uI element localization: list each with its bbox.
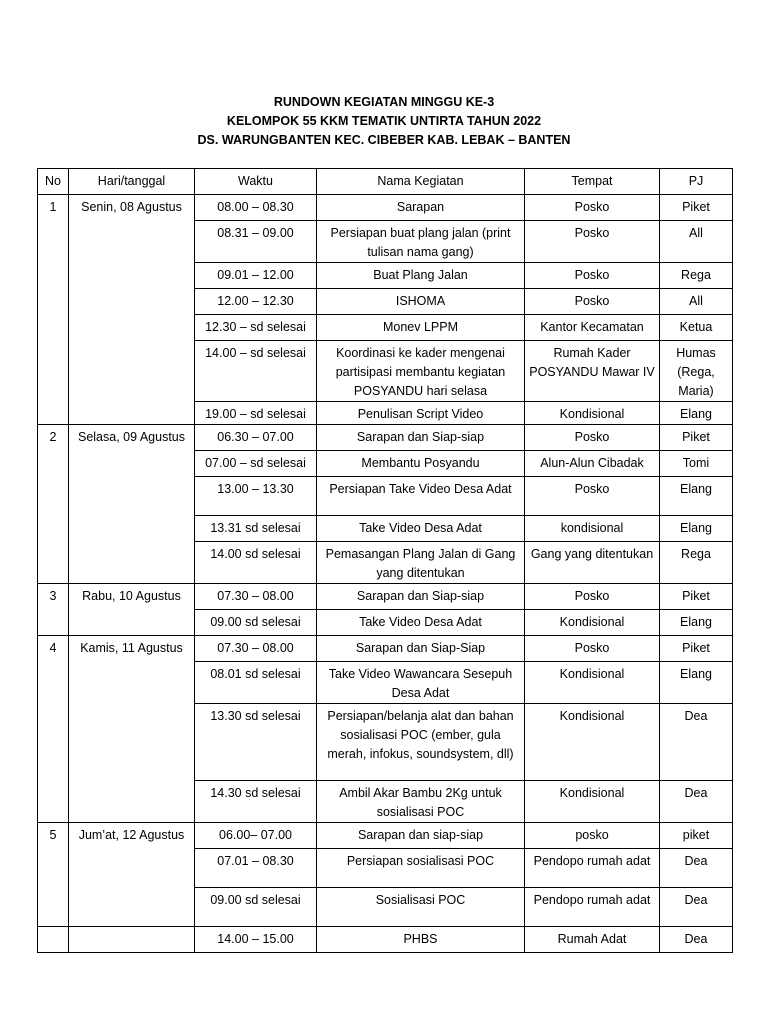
activity-cell: Persiapan sosialisasi POC bbox=[317, 849, 525, 888]
time-cell: 08.01 sd selesai bbox=[195, 662, 317, 704]
place-cell: Posko bbox=[525, 477, 660, 516]
time-cell: 07.00 – sd selesai bbox=[195, 451, 317, 477]
table-row bbox=[38, 425, 733, 451]
place-cell: Posko bbox=[525, 636, 660, 662]
time-cell: 14.30 sd selesai bbox=[195, 781, 317, 823]
day-date-cell: Kamis, 11 Agustus bbox=[69, 636, 195, 823]
place-cell: Gang yang ditentukan bbox=[525, 542, 660, 584]
day-date-cell bbox=[69, 927, 195, 953]
title-line-2: KELOMPOK 55 KKM TEMATIK UNTIRTA TAHUN 2022 bbox=[226, 114, 542, 128]
table-body bbox=[38, 195, 733, 953]
rundown-table bbox=[37, 168, 733, 953]
pj-cell: Tomi bbox=[660, 451, 733, 477]
time-cell: 14.00 – 15.00 bbox=[195, 927, 317, 953]
place-cell: posko bbox=[525, 823, 660, 849]
day-number-cell: 4 bbox=[38, 636, 69, 823]
day-number-cell: 2 bbox=[38, 425, 69, 584]
place-cell: Alun-Alun Cibadak bbox=[525, 451, 660, 477]
activity-cell: Persiapan buat plang jalan (print tulisan nama gang) bbox=[317, 221, 525, 263]
time-cell: 08.31 – 09.00 bbox=[195, 221, 317, 263]
place-cell: Kondisional bbox=[525, 610, 660, 636]
time-cell: 14.00 sd selesai bbox=[195, 542, 317, 584]
header-activity: Nama Kegiatan bbox=[317, 169, 525, 195]
pj-cell: Elang bbox=[660, 516, 733, 542]
pj-cell: Piket bbox=[660, 636, 733, 662]
pj-cell: Dea bbox=[660, 927, 733, 953]
day-number-cell: 3 bbox=[38, 584, 69, 636]
place-cell: Posko bbox=[525, 584, 660, 610]
title-line-1: RUNDOWN KEGIATAN MINGGU KE-3 bbox=[273, 95, 495, 109]
day-number-cell: 1 bbox=[38, 195, 69, 425]
pj-cell: Elang bbox=[660, 477, 733, 516]
day-number-cell bbox=[38, 927, 69, 953]
place-cell: kondisional bbox=[525, 516, 660, 542]
time-cell: 12.30 – sd selesai bbox=[195, 315, 317, 341]
day-number-cell: 5 bbox=[38, 823, 69, 927]
pj-cell: Dea bbox=[660, 849, 733, 888]
activity-cell: Sarapan dan Siap-Siap bbox=[317, 636, 525, 662]
place-cell: Rumah Kader POSYANDU Mawar IV bbox=[525, 341, 660, 402]
place-cell: Posko bbox=[525, 195, 660, 221]
place-cell: Kondisional bbox=[525, 402, 660, 425]
activity-cell: Persiapan Take Video Desa Adat bbox=[317, 477, 525, 516]
activity-cell: PHBS bbox=[317, 927, 525, 953]
pj-cell: Ketua bbox=[660, 315, 733, 341]
activity-cell: Sarapan dan Siap-siap bbox=[317, 425, 525, 451]
activity-cell: Take Video Wawancara Sesepuh Desa Adat bbox=[317, 662, 525, 704]
table-row bbox=[38, 636, 733, 662]
header-pj: PJ bbox=[660, 169, 733, 195]
time-cell: 13.31 sd selesai bbox=[195, 516, 317, 542]
activity-cell: Sosialisasi POC bbox=[317, 888, 525, 927]
header-place: Tempat bbox=[525, 169, 660, 195]
time-cell: 12.00 – 12.30 bbox=[195, 289, 317, 315]
day-date-cell: Selasa, 09 Agustus bbox=[69, 425, 195, 584]
pj-cell: All bbox=[660, 221, 733, 263]
activity-cell: Membantu Posyandu bbox=[317, 451, 525, 477]
pj-cell: Elang bbox=[660, 610, 733, 636]
time-cell: 09.00 sd selesai bbox=[195, 888, 317, 927]
pj-cell: Rega bbox=[660, 263, 733, 289]
pj-cell: Dea bbox=[660, 781, 733, 823]
day-date-cell: Jum’at, 12 Agustus bbox=[69, 823, 195, 927]
table-header-row bbox=[38, 169, 733, 195]
activity-cell: Sarapan dan Siap-siap bbox=[317, 584, 525, 610]
activity-cell: Persiapan/belanja alat dan bahan sosialisasi POC (ember, gula merah, infokus, soundsystem, dll) bbox=[317, 704, 525, 781]
time-cell: 09.01 – 12.00 bbox=[195, 263, 317, 289]
activity-cell: Monev LPPM bbox=[317, 315, 525, 341]
pj-cell: piket bbox=[660, 823, 733, 849]
header-no: No bbox=[38, 169, 69, 195]
day-date-cell: Senin, 08 Agustus bbox=[69, 195, 195, 425]
activity-cell: Sarapan bbox=[317, 195, 525, 221]
header-day: Hari/tanggal bbox=[69, 169, 195, 195]
activity-cell: Take Video Desa Adat bbox=[317, 610, 525, 636]
pj-cell: Humas (Rega, Maria) bbox=[660, 341, 733, 402]
time-cell: 07.30 – 08.00 bbox=[195, 584, 317, 610]
place-cell: Posko bbox=[525, 221, 660, 263]
activity-cell: Ambil Akar Bambu 2Kg untuk sosialisasi POC bbox=[317, 781, 525, 823]
table-row bbox=[38, 927, 733, 953]
time-cell: 14.00 – sd selesai bbox=[195, 341, 317, 402]
place-cell: Kondisional bbox=[525, 781, 660, 823]
time-cell: 06.30 – 07.00 bbox=[195, 425, 317, 451]
header-time: Waktu bbox=[195, 169, 317, 195]
table-row bbox=[38, 584, 733, 610]
place-cell: Kondisional bbox=[525, 704, 660, 781]
place-cell: Posko bbox=[525, 263, 660, 289]
place-cell: Posko bbox=[525, 425, 660, 451]
place-cell: Pendopo rumah adat bbox=[525, 849, 660, 888]
day-date-cell: Rabu, 10 Agustus bbox=[69, 584, 195, 636]
activity-cell: ISHOMA bbox=[317, 289, 525, 315]
time-cell: 19.00 – sd selesai bbox=[195, 402, 317, 425]
pj-cell: All bbox=[660, 289, 733, 315]
pj-cell: Piket bbox=[660, 584, 733, 610]
pj-cell: Elang bbox=[660, 662, 733, 704]
activity-cell: Sarapan dan siap-siap bbox=[317, 823, 525, 849]
pj-cell: Elang bbox=[660, 402, 733, 425]
pj-cell: Rega bbox=[660, 542, 733, 584]
place-cell: Rumah Adat bbox=[525, 927, 660, 953]
time-cell: 13.00 – 13.30 bbox=[195, 477, 317, 516]
place-cell: Pendopo rumah adat bbox=[525, 888, 660, 927]
activity-cell: Penulisan Script Video bbox=[317, 402, 525, 425]
place-cell: Kantor Kecamatan bbox=[525, 315, 660, 341]
time-cell: 07.30 – 08.00 bbox=[195, 636, 317, 662]
document-header bbox=[0, 93, 768, 150]
time-cell: 13.30 sd selesai bbox=[195, 704, 317, 781]
activity-cell: Take Video Desa Adat bbox=[317, 516, 525, 542]
time-cell: 08.00 – 08.30 bbox=[195, 195, 317, 221]
place-cell: Kondisional bbox=[525, 662, 660, 704]
activity-cell: Pemasangan Plang Jalan di Gang yang ditentukan bbox=[317, 542, 525, 584]
time-cell: 06.00– 07.00 bbox=[195, 823, 317, 849]
pj-cell: Dea bbox=[660, 888, 733, 927]
pj-cell: Dea bbox=[660, 704, 733, 781]
table-row bbox=[38, 195, 733, 221]
place-cell: Posko bbox=[525, 289, 660, 315]
time-cell: 09.00 sd selesai bbox=[195, 610, 317, 636]
pj-cell: Piket bbox=[660, 195, 733, 221]
title-line-3: DS. WARUNGBANTEN KEC. CIBEBER KAB. LEBAK – BANTEN bbox=[197, 133, 571, 147]
activity-cell: Koordinasi ke kader mengenai partisipasi membantu kegiatan POSYANDU hari selasa bbox=[317, 341, 525, 402]
table-row bbox=[38, 823, 733, 849]
pj-cell: Piket bbox=[660, 425, 733, 451]
time-cell: 07.01 – 08.30 bbox=[195, 849, 317, 888]
activity-cell: Buat Plang Jalan bbox=[317, 263, 525, 289]
